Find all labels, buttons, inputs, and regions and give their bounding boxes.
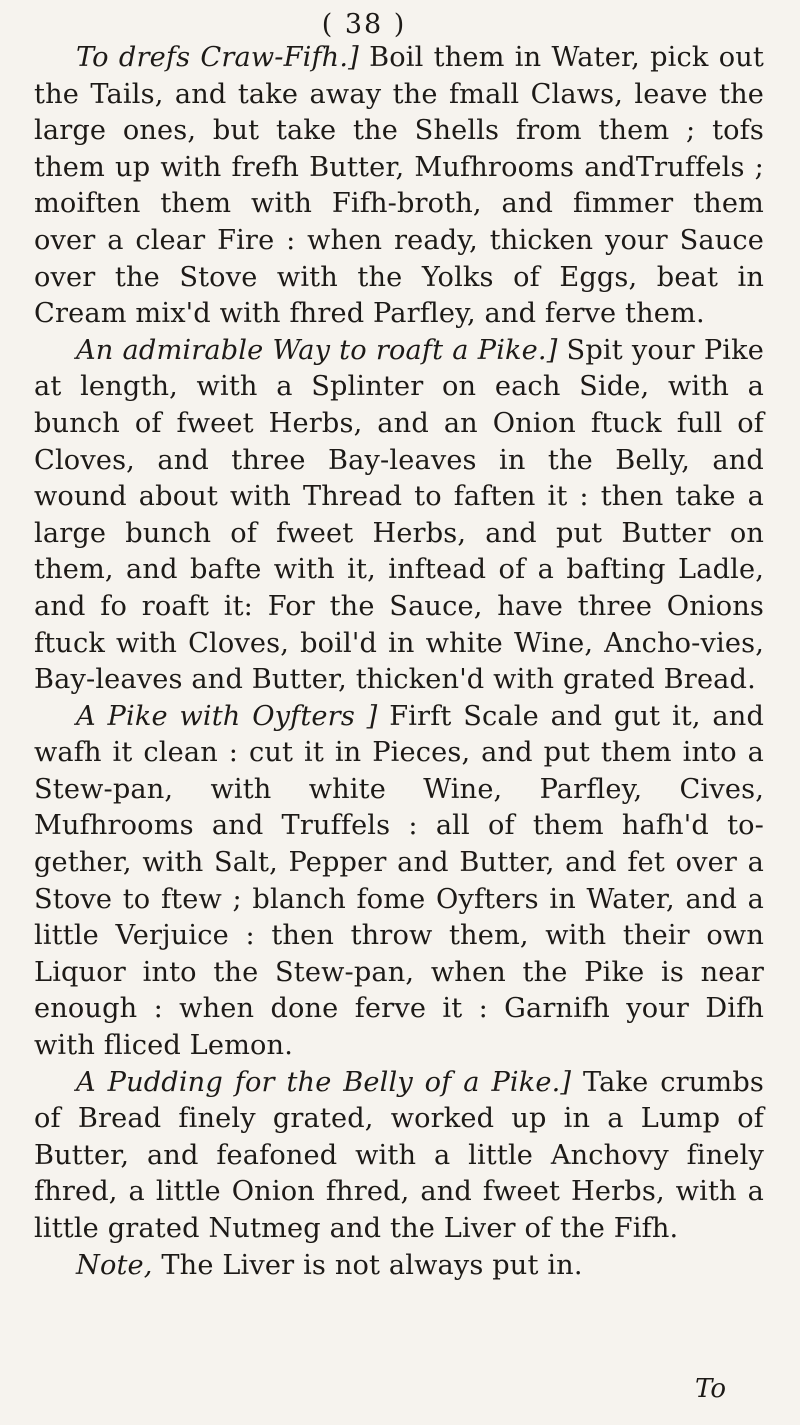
recipe-heading: An admirable Way to roaft a Pike.] — [76, 334, 558, 366]
recipe-text-block — [34, 40, 764, 1284]
recipe-heading: A Pudding for the Belly of a Pike.] — [76, 1066, 572, 1098]
recipe-body: Firft Scale and gut it, and wafh it clean : cut it in Pieces, and put them into a Stew-pan, with white Wine, Parfley, Cives, Mufhrooms and Truffels : all of them hafh'd to-gether, with Salt, Pepper and Butter, and fet over a Stove to ftew ; blanch fome Oyfters in Water, and a little Verjuice : then throw them, with their own Liquor into the Stew-pan, when the Pike is near enough : when done ferve it : Garnifh your Difh with fliced Lemon. — [34, 700, 764, 1062]
recipe-heading: A Pike with Oyfters ] — [76, 700, 378, 732]
catchword: To — [695, 1374, 726, 1404]
recipe-body: Spit your Pike at length, with a Splinter on each Side, with a bunch of fweet Herbs, and an Onion ftuck full of Cloves, and three Bay-leaves in the Belly, and wound about with Thread to faften it : then take a large bunch of fweet Herbs, and put Butter on them, and bafte with it, inftead of a bafting Ladle, and fo roaft it: For the Sauce, have three Onions ftuck with Cloves, boil'd in white Wine, Ancho-vies, Bay-leaves and Butter, thicken'd with grated Bread. — [34, 334, 764, 696]
recipe-heading: To drefs Craw-Fifh.] — [76, 42, 359, 73]
recipe-pike-oysters — [34, 699, 764, 1065]
recipe-body: Boil them in Water, pick out the Tails, and take away the fmall Claws, leave the large ones, but take the Shells from them ; tofs them up with frefh Butter, Mufhrooms andTruffels ; moiften them with Fifh-broth, and fimmer them over a clear Fire : when ready, thicken your Sauce over the Stove with the Yolks of Eggs, beat in Cream mix'd with fhred Parfley, and ferve them. — [34, 42, 764, 330]
recipe-pike-pudding — [34, 1065, 764, 1248]
recipe-body: Take crumbs of Bread finely grated, worked up in a Lump of Butter, and feafoned with a little Anchovy finely fhred, a little Onion fhred, and fweet Herbs, with a little grated Nutmeg and the Liver of the Fifh. — [34, 1066, 765, 1244]
note-body: The Liver is not always put in. — [152, 1249, 583, 1281]
recipe-crawfish — [34, 40, 764, 333]
page-number: ( 38 ) — [321, 9, 407, 40]
recipe-note — [34, 1248, 764, 1285]
note-label: Note, — [76, 1249, 153, 1281]
recipe-roast-pike — [34, 333, 764, 699]
